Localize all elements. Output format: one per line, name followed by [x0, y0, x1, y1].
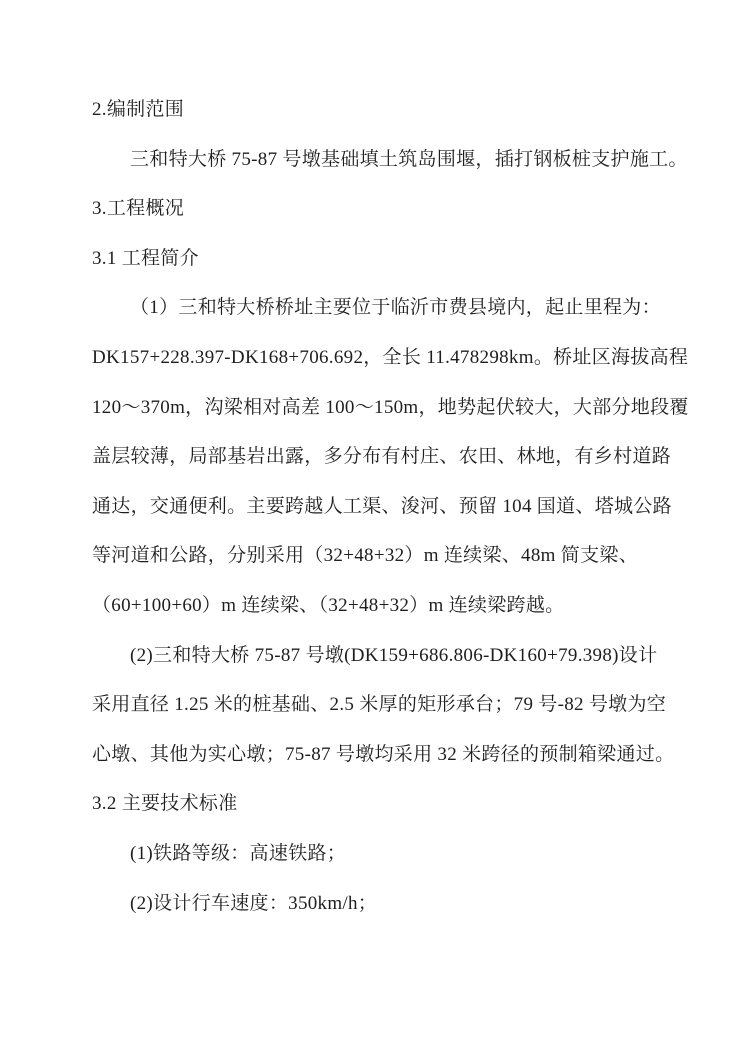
paragraph-1-line-7: （60+100+60）m 连续梁、（32+48+32）m 连续梁跨越。 — [92, 594, 565, 616]
paragraph-1-line-2: DK157+228.397-DK168+706.692，全长 11.478298km。桥址区海拔高程 — [92, 346, 689, 368]
paragraph-2-line-1: (2)三和特大桥 75-87 号墩(DK159+686.806-DK160+79.398)设计 — [130, 644, 658, 666]
heading-section-3-overview: 3.工程概况 — [92, 198, 185, 220]
paragraph-1-line-6: 等河道和公路，分别采用（32+48+32）m 连续梁、48m 简支梁、 — [92, 545, 638, 567]
heading-section-3-2-standards: 3.2 主要技术标准 — [92, 793, 238, 815]
paragraph-2-line-2: 采用直径 1.25 米的桩基础、2.5 米厚的矩形承台；79 号-82 号墩为空 — [92, 694, 667, 716]
paragraph-2-line-3: 心墩、其他为实心墩；75-87 号墩均采用 32 米跨径的预制箱梁通过。 — [92, 743, 675, 765]
standard-item-1-railway-grade: (1)铁路等级：高速铁路； — [130, 842, 347, 864]
paragraph-1-line-1: （1）三和特大桥桥址主要位于临沂市费县境内，起止里程为： — [130, 297, 661, 319]
heading-section-3-1-intro: 3.1 工程简介 — [92, 247, 199, 269]
paragraph-1-line-4: 盖层较薄，局部基岩出露，多分布有村庄、农田、林地，有乡村道路 — [92, 446, 672, 468]
paragraph-1-line-3: 120～370m，沟梁相对高差 100～150m，地势起伏较大，大部分地段覆 — [92, 396, 689, 418]
paragraph-1-line-5: 通达，交通便利。主要跨越人工渠、浚河、预留 104 国道、塔城公路 — [92, 495, 672, 517]
heading-section-2-scope: 2.编制范围 — [92, 99, 185, 120]
paragraph-scope-line-1: 三和特大桥 75-87 号墩基础填土筑岛围堰，插打钢板桩支护施工。 — [130, 148, 688, 170]
standard-item-2-design-speed: (2)设计行车速度：350km/h； — [130, 892, 378, 914]
